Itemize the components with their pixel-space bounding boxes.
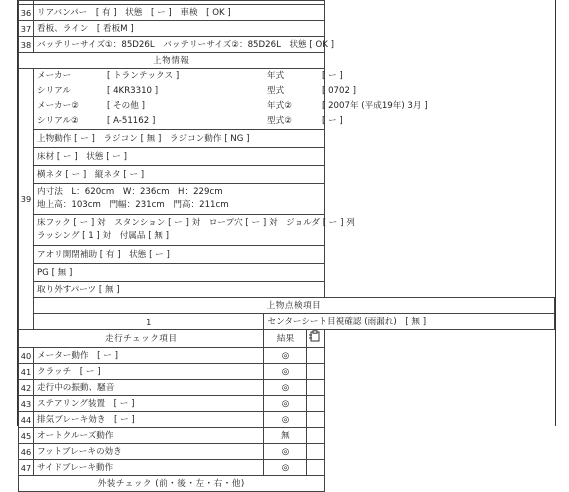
check-item: サイドブレーキ動作 xyxy=(34,460,264,476)
check-note xyxy=(307,364,324,380)
section-header-row xyxy=(19,330,555,348)
check-note xyxy=(307,380,324,396)
table-row xyxy=(19,148,555,166)
lashing-text: ラッシング [ 1 ] 対 付属品 [ 無 ] xyxy=(37,231,169,241)
table-row xyxy=(19,264,555,282)
check-item: オートクルーズ動作 xyxy=(34,428,264,444)
table-row xyxy=(19,460,555,476)
row-number: 1 xyxy=(34,314,264,330)
table-row xyxy=(19,246,555,264)
model-label: 型式 xyxy=(267,86,285,96)
check-result: ◎ xyxy=(264,364,307,380)
upper-info-title: 上物情報 xyxy=(19,53,325,69)
row-number: 45 xyxy=(19,428,34,444)
tailgate-assist-text: アオリ開閉補助 [ 有 ] 状態 [ ー ] xyxy=(34,246,325,264)
maker2-label: メーカー② xyxy=(37,101,79,111)
drive-check-title: 走行チェック項目 xyxy=(19,330,264,348)
row-number: 47 xyxy=(19,460,34,476)
table-row xyxy=(19,37,555,53)
check-note xyxy=(307,428,324,444)
check-item: クラッチ [ ー ] xyxy=(34,364,264,380)
hooks-block xyxy=(34,215,355,246)
row-number: 40 xyxy=(19,348,34,364)
row-number: 42 xyxy=(19,380,34,396)
check-note xyxy=(307,460,324,476)
table-row xyxy=(19,215,555,246)
table-row xyxy=(19,184,555,215)
check-result: 無 xyxy=(264,428,307,444)
table-row xyxy=(19,314,555,330)
check-item: 走行中の振動、騒音 xyxy=(34,380,264,396)
check-item: 排気ブレーキ効き [ ー ] xyxy=(34,412,264,428)
check-result: ◎ xyxy=(264,380,307,396)
floor-material-text: 床材 [ ー ] 状態 [ ー ] xyxy=(34,148,325,166)
model2-value: [ ー ] xyxy=(322,116,343,126)
row-number: 37 xyxy=(19,21,34,37)
check-item: ステアリング装置 [ ー ] xyxy=(34,396,264,412)
rail-text: 横ネタ [ ー ] 縦ネタ [ ー ] xyxy=(34,166,325,184)
inner-dimensions-text: 内寸法 L：620cm W：236cm H：229cm xyxy=(37,187,223,197)
result-header: 結果 xyxy=(264,330,307,348)
maker-block xyxy=(34,69,428,130)
row-number: 41 xyxy=(19,364,34,380)
dimensions-block xyxy=(34,184,325,215)
table-row xyxy=(19,282,555,298)
check-result: ◎ xyxy=(264,460,307,476)
upper-operation-text: 上物動作 [ ー ] ラジコン [ 無 ] ラジコン動作 [ NG ] xyxy=(34,130,325,148)
sign-line-text: 看板、ライン [ 看板M ] xyxy=(34,21,325,37)
table-row xyxy=(19,412,555,428)
table-row xyxy=(19,428,555,444)
section-header-row xyxy=(19,476,555,492)
table-row xyxy=(19,166,555,184)
exterior-check-title: 外装チェック (前・後・左・右・他) xyxy=(19,476,325,492)
serial2-value: [ A-51162 ] xyxy=(107,116,156,126)
battery-size-text: バッテリーサイズ①：85D26L バッテリーサイズ②：85D26L 状態 [ OK ] xyxy=(34,37,325,53)
check-item: メーター動作 [ ー ] xyxy=(34,348,264,364)
rear-bumper-text: リアバンパー [ 有 ] 状態 [ ー ] 車検 [ OK ] xyxy=(34,5,325,21)
check-note xyxy=(307,444,324,460)
check-result: ◎ xyxy=(264,444,307,460)
model2-label: 型式② xyxy=(267,116,292,126)
table-row xyxy=(19,348,555,364)
check-note xyxy=(307,348,324,364)
upper-inspection-title: 上物点検項目 xyxy=(34,298,555,314)
floor-hook-text: 床フック [ ー ] 対 スタンション [ ー ] 対 ロープ穴 [ ー ] 対 ジョルダ [ ー ] 列 xyxy=(37,218,355,228)
table-row xyxy=(19,444,555,460)
serial-value: [ 4KR3310 ] xyxy=(107,86,159,96)
inspection-sheet xyxy=(17,0,556,489)
model-value: [ 0702 ] xyxy=(322,86,357,96)
maker2-value: [ その他 ] xyxy=(107,101,145,111)
check-result: ◎ xyxy=(264,348,307,364)
check-result: ◎ xyxy=(264,396,307,412)
table-row xyxy=(19,130,555,148)
check-item: フットブレーキの効き xyxy=(34,444,264,460)
section-header-row xyxy=(19,53,555,69)
pg-text: PG [ 無 ] xyxy=(34,264,325,282)
table-row xyxy=(19,21,555,37)
row-number: 43 xyxy=(19,396,34,412)
year-value: [ ー ] xyxy=(322,71,343,81)
center-sheet-text: センターシート目視確認 (雨漏れ) [ 無 ] xyxy=(264,314,555,330)
serial2-label: シリアル② xyxy=(37,116,79,126)
ground-height-text: 地上高：103cm 門幅：231cm 門高：211cm xyxy=(37,200,229,210)
table-row xyxy=(19,69,555,130)
year2-value: [ 2007年 (平成19年) 3月 ] xyxy=(322,101,428,111)
serial-label: シリアル xyxy=(37,86,72,96)
table-row xyxy=(19,5,555,21)
section-header-row xyxy=(19,298,555,314)
check-result: ◎ xyxy=(264,412,307,428)
row-number: 38 xyxy=(19,37,34,53)
table-row xyxy=(19,396,555,412)
check-note xyxy=(307,396,324,412)
check-note xyxy=(307,412,324,428)
row-number: 36 xyxy=(19,5,34,21)
year2-label: 年式② xyxy=(267,101,292,111)
clipboard-icon xyxy=(307,330,324,348)
maker-label: メーカー xyxy=(37,71,72,81)
table-row xyxy=(19,380,555,396)
removable-parts-text: 取り外すパーツ [ 無 ] xyxy=(34,282,325,298)
year-label: 年式 xyxy=(267,71,285,81)
row-number: 39 xyxy=(19,69,34,330)
table-row xyxy=(19,364,555,380)
row-number: 46 xyxy=(19,444,34,460)
maker-value: [ トランテックス ] xyxy=(107,71,180,81)
row-number: 44 xyxy=(19,412,34,428)
inspection-table xyxy=(18,0,555,492)
